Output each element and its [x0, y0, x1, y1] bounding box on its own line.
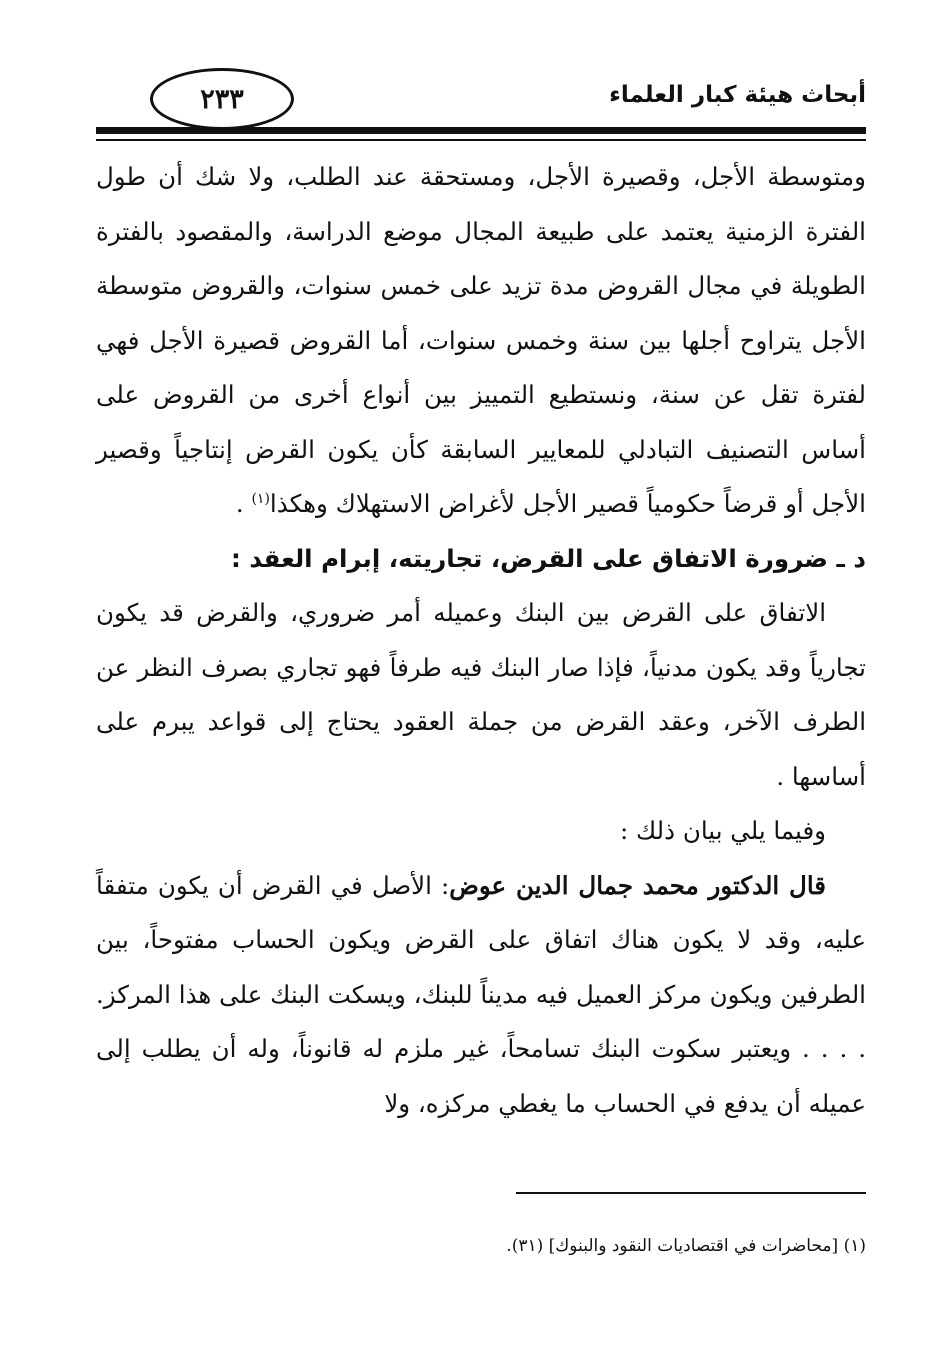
footnote-reference: (١)	[251, 490, 270, 507]
paragraph-2: الاتفاق على القرض بين البنك وعميله أمر ضروري، والقرض قد يكون تجارياً وقد يكون مدنياً، فإذا صار البنك فيه طرفاً فهو تجاري بصرف النظر عن الطرف الآخر، وعقد القرض من جملة العقود يحتاج إلى قواعد يبرم على أساسها .	[96, 598, 866, 791]
footnote-separator	[516, 1192, 866, 1194]
paragraph-1-end: .	[235, 489, 252, 518]
quoted-author: قال الدكتور محمد جمال الدين عوض	[449, 870, 826, 900]
body-text	[96, 150, 866, 1131]
page-number: ٢٣٣	[150, 68, 294, 130]
running-title: أبحاث هيئة كبار العلماء	[609, 82, 866, 108]
paragraph-1-text: ومتوسطة الأجل، وقصيرة الأجل، ومستحقة عند الطلب، ولا شك أن طول الفترة الزمنية يعتمد على طبيعة المجال موضع الدراسة، والمقصود بالفترة الطويلة في مجال القروض مدة تزيد على خمس سنوات، والقروض متوسطة الأجل يتراوح أجلها بين سنة وخمس سنوات، أما القروض قصيرة الأجل فهي لفترة تقل عن سنة، ونستطيع التمييز بين أنواع أخرى من القروض على أساس التصنيف التبادلي للمعايير السابقة كأن يكون القرض إنتاجياً وقصير الأجل أو قرضاً حكومياً قصير الأجل لأغراض الاستهلاك وهكذا	[96, 162, 867, 518]
footnote-text: [محاضرات في اقتصاديات النقود والبنوك] (٣١).	[506, 1236, 839, 1256]
paragraph-3: وفيما يلي بيان ذلك :	[619, 816, 826, 845]
section-heading: د ـ ضرورة الاتفاق على القرض، تجاريته، إبرام العقد :	[231, 543, 866, 573]
paragraph-4-text: : الأصل في القرض أن يكون متفقاً عليه، وقد لا يكون هناك اتفاق على القرض ويكون الحساب مفتوحاً، بين الطرفين ويكون مركز العميل فيه مديناً للبنك، ويسكت البنك على هذا المركز. . . . . ويعتبر سكوت البنك تسامحاً، غير ملزم له قانوناً، وله أن يطلب إلى عميله أن يدفع في الحساب ما يغطي مركزه، ولا	[96, 870, 866, 1118]
header-rule-thin	[96, 139, 866, 141]
paragraph-1	[96, 150, 866, 532]
footnote-number: (١)	[843, 1236, 866, 1256]
paragraph-4	[96, 859, 866, 1132]
footnote	[86, 1236, 866, 1256]
header-rule-thick	[96, 127, 866, 134]
